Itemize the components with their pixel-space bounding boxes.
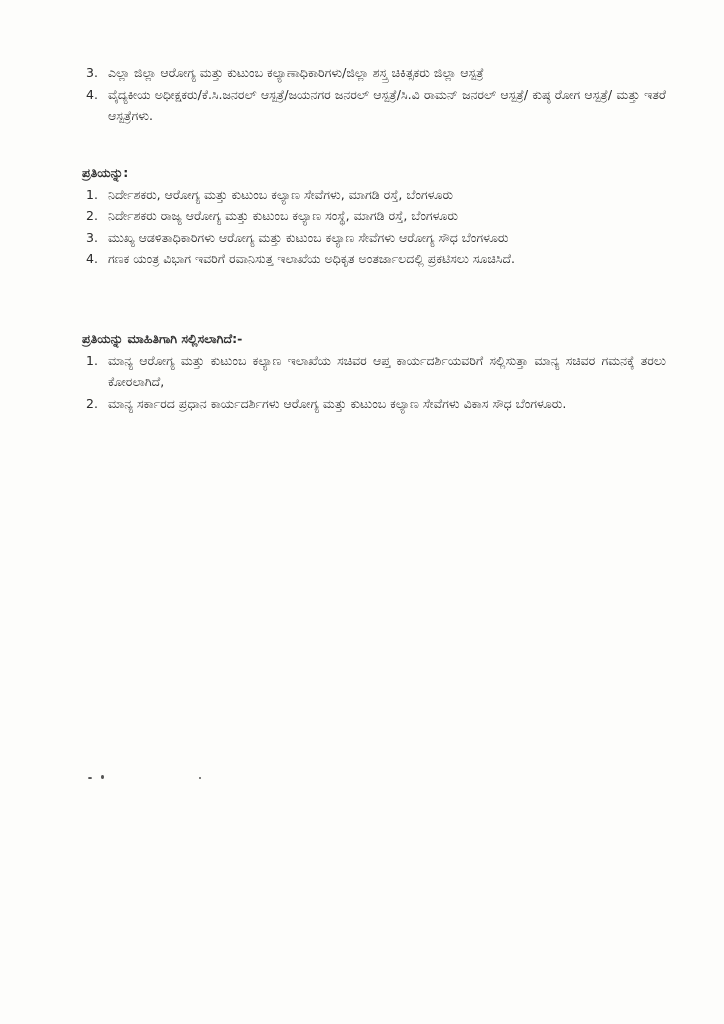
list-item <box>86 84 666 127</box>
scan-speck <box>199 777 201 779</box>
list-item <box>86 393 666 415</box>
item-text: ಮಾನ್ಯ ಸರ್ಕಾರದ ಪ್ರಧಾನ ಕಾರ್ಯದರ್ಶಿಗಳು ಆರೋಗ್ಯ ಮತ್ತು ಕುಟುಂಬ ಕಲ್ಯಾಣ ಸೇವೆಗಳು ವಿಕಾಸ ಸೌಧ ಬೆಂಗಳೂರು. <box>108 395 567 411</box>
item-text: ಗಣಕ ಯಂತ್ರ ವಿಭಾಗ ಇವರಿಗೆ ರವಾನಿಸುತ್ತ ಇಲಾಖೆಯ ಅಧಿಕೃತ ಅಂತರ್ಜಾಲದಲ್ಲಿ ಪ್ರಕಟಿಸಲು ಸೂಚಿಸಿದೆ. <box>108 251 515 266</box>
scan-speck <box>88 777 92 779</box>
list-item <box>86 205 666 227</box>
item-text: ನಿರ್ದೇಶಕರು ರಾಜ್ಯ ಆರೋಗ್ಯ ಮತ್ತು ಕುಟುಂಬ ಕಲ್ಯಾಣ ಸಂಸ್ಥೆ, ಮಾಗಡಿ ರಸ್ತೆ, ಬೆಂಗಳೂರು <box>108 208 458 223</box>
item-number: 4. <box>86 251 98 266</box>
copies-heading: ಪ್ರತಿಯನ್ನು: <box>82 165 129 180</box>
scan-speck <box>101 775 104 779</box>
item-text: ಎಲ್ಲಾ ಜಿಲ್ಲಾ ಆರೋಗ್ಯ ಮತ್ತು ಕುಟುಂಬ ಕಲ್ಯಾಣಾಧಿಕಾರಿಗಳು/ಜಿಲ್ಲಾ ಶಸ್ತ್ರ ಚಿಕಿತ್ಸಕರು ಜಿಲ್ಲಾ ಆಸ್ಪತ್ರೆ <box>108 65 484 80</box>
item-number: 1. <box>86 186 98 202</box>
list-item <box>86 248 666 270</box>
item-number: 1. <box>86 352 98 368</box>
item-text: ವೈದ್ಯಕೀಯ ಅಧೀಕ್ಷಕರು/ಕೆ.ಸಿ.ಜನರಲ್ ಆಸ್ಪತ್ರೆ/ಜಯನಗರ ಜನರಲ್ ಆಸ್ಪತ್ರೆ/ಸಿ.ವಿ ರಾಮನ್ ಜನರಲ್ ಆಸ್ಪತ್ರೆ/ ಕುಷ್ಠ ರೋಗ ಆಸ್ಪತ್ರೆ/ ಮತ್ತು ಇತರೆ ಆಸ್ಪತ್ರೆಗಳು. <box>108 86 666 123</box>
item-number: 4. <box>86 86 98 102</box>
item-text: ನಿರ್ದೇಶಕರು, ಆರೋಗ್ಯ ಮತ್ತು ಕುಟುಂಬ ಕಲ್ಯಾಣ ಸೇವೆಗಳು, ಮಾಗಡಿ ರಸ್ತೆ, ಬೆಂಗಳೂರು <box>108 186 454 202</box>
info-copies-section <box>82 328 666 414</box>
item-number: 3. <box>86 229 98 245</box>
item-number: 3. <box>86 65 98 80</box>
item-number: 2. <box>86 395 98 411</box>
list-item <box>86 184 666 206</box>
list-item <box>86 62 666 84</box>
continued-list <box>86 62 666 127</box>
info-copies-heading: ಪ್ರತಿಯನ್ನು ಮಾಹಿತಿಗಾಗಿ ಸಲ್ಲಿಸಲಾಗಿದೆ:- <box>82 331 243 346</box>
item-text: ಮುಖ್ಯ ಆಡಳಿತಾಧಿಕಾರಿಗಳು ಆರೋಗ್ಯ ಮತ್ತು ಕುಟುಂಬ ಕಲ್ಯಾಣ ಸೇವೆಗಳು ಆರೋಗ್ಯ ಸೌಧ ಬೆಂಗಳೂರು <box>108 229 509 245</box>
item-number: 2. <box>86 208 98 223</box>
copies-section <box>82 162 666 270</box>
list-item <box>86 227 666 249</box>
item-text: ಮಾನ್ಯ ಆರೋಗ್ಯ ಮತ್ತು ಕುಟುಂಬ ಕಲ್ಯಾಣ ಇಲಾಖೆಯ ಸಚಿವರ ಆಪ್ತ ಕಾರ್ಯದರ್ಶಿಯವರಿಗೆ ಸಲ್ಲಿಸುತ್ತಾ ಮಾನ್ಯ ಸಚಿವರ ಗಮನಕ್ಕೆ ತರಲು ಕೋರಲಾಗಿದೆ, <box>108 352 666 389</box>
list-item <box>86 350 666 393</box>
